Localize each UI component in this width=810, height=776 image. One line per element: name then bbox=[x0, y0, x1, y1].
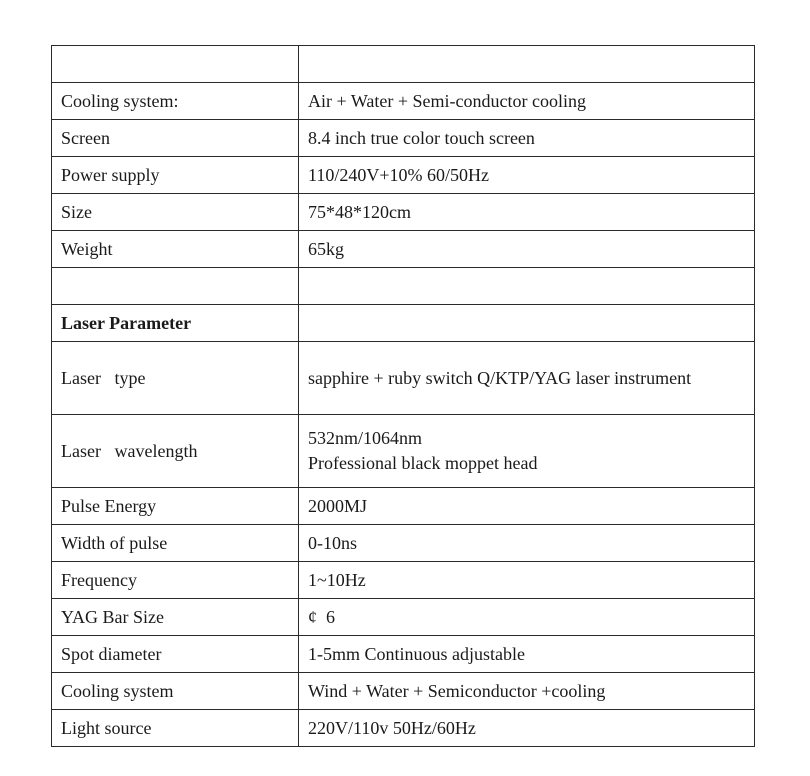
label-cell: Size bbox=[52, 194, 299, 231]
value-cell bbox=[299, 415, 755, 488]
value-line: Professional black moppet head bbox=[308, 453, 538, 473]
table-row bbox=[52, 710, 755, 747]
label-cell: Light source bbox=[52, 710, 299, 747]
label-cell: YAG Bar Size bbox=[52, 599, 299, 636]
table-row bbox=[52, 157, 755, 194]
section-header-row bbox=[52, 305, 755, 342]
table-row bbox=[52, 673, 755, 710]
table-row bbox=[52, 120, 755, 157]
table-row bbox=[52, 342, 755, 415]
label-cell: Screen bbox=[52, 120, 299, 157]
table-row bbox=[52, 525, 755, 562]
value-cell bbox=[299, 46, 755, 83]
value-cell: 8.4 inch true color touch screen bbox=[299, 120, 755, 157]
table-row bbox=[52, 636, 755, 673]
label-cell: Weight bbox=[52, 231, 299, 268]
value-cell: 110/240V+10% 60/50Hz bbox=[299, 157, 755, 194]
value-cell bbox=[299, 305, 755, 342]
table-row bbox=[52, 488, 755, 525]
table-row bbox=[52, 83, 755, 120]
label-cell bbox=[52, 268, 299, 305]
table-row bbox=[52, 46, 755, 83]
table-row bbox=[52, 231, 755, 268]
label-cell: Laser type bbox=[52, 342, 299, 415]
spec-table bbox=[51, 45, 755, 747]
label-cell: Cooling system: bbox=[52, 83, 299, 120]
table-row bbox=[52, 194, 755, 231]
value-cell: 220V/110v 50Hz/60Hz bbox=[299, 710, 755, 747]
value-cell: 1-5mm Continuous adjustable bbox=[299, 636, 755, 673]
table-row bbox=[52, 599, 755, 636]
value-cell: 1~10Hz bbox=[299, 562, 755, 599]
value-line: 532nm/1064nm bbox=[308, 428, 423, 448]
value-cell: 0-10ns bbox=[299, 525, 755, 562]
value-cell: 2000MJ bbox=[299, 488, 755, 525]
label-cell: Spot diameter bbox=[52, 636, 299, 673]
section-header: Laser Parameter bbox=[52, 305, 299, 342]
label-cell: Width of pulse bbox=[52, 525, 299, 562]
value-cell: Air + Water + Semi-conductor cooling bbox=[299, 83, 755, 120]
label-cell: Laser wavelength bbox=[52, 415, 299, 488]
label-cell: Power supply bbox=[52, 157, 299, 194]
value-cell: 75*48*120cm bbox=[299, 194, 755, 231]
table-row bbox=[52, 268, 755, 305]
value-cell: sapphire + ruby switch Q/KTP/YAG laser instrument bbox=[299, 342, 755, 415]
label-cell: Cooling system bbox=[52, 673, 299, 710]
label-cell bbox=[52, 46, 299, 83]
value-cell bbox=[299, 268, 755, 305]
label-cell: Frequency bbox=[52, 562, 299, 599]
table-row bbox=[52, 415, 755, 488]
label-cell: Pulse Energy bbox=[52, 488, 299, 525]
value-cell: 65kg bbox=[299, 231, 755, 268]
value-cell: ¢ 6 bbox=[299, 599, 755, 636]
value-cell: Wind + Water + Semiconductor +cooling bbox=[299, 673, 755, 710]
table-row bbox=[52, 562, 755, 599]
